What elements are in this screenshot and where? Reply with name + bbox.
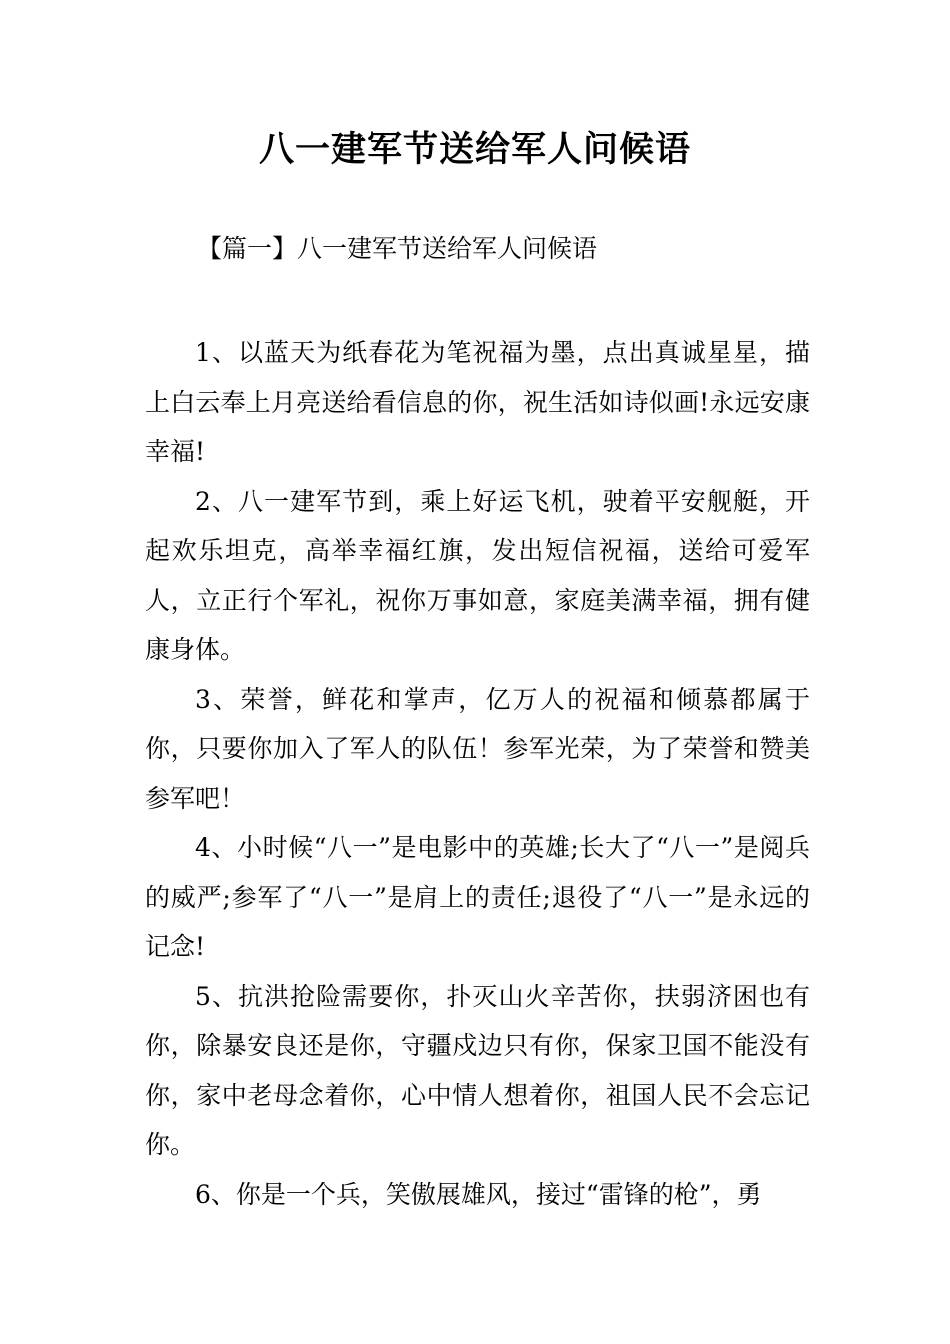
paragraph-3: 3、荣誉，鲜花和掌声，亿万人的祝福和倾慕都属于你，只要你加入了军人的队伍！参军光荣，为了荣誉和赞美参军吧！ [145,684,810,813]
section-heading: 【篇一】八一建军节送给军人问候语 [197,234,598,263]
document-body [145,328,810,1219]
paragraph-4: 4、小时候“八一”是电影中的英雄;长大了“八一”是阅兵的威严;参军了“八一”是肩上的责任;退役了“八一”是永远的记念! [145,833,810,961]
paragraph-1: 1、以蓝天为纸春花为笔祝福为墨，点出真诚星星，描上白云奉上月亮送给看信息的你，祝生活如诗似画!永远安康幸福! [145,338,810,466]
paragraph-5: 5、抗洪抢险需要你，扑灭山火辛苦你，扶弱济困也有你，除暴安良还是你，守疆戍边只有你，保家卫国不能没有你，家中老母念着你，心中情人想着你，祖国人民不会忘记你。 [145,981,810,1159]
paragraph-6: 6、你是一个兵，笑傲展雄风，接过“雷锋的枪”，勇 [195,1179,762,1209]
document-title: 八一建军节送给军人问候语 [258,129,691,170]
paragraph-2: 2、八一建军节到，乘上好运飞机，驶着平安舰艇，开起欢乐坦克，高举幸福红旗，发出短信祝福，送给可爱军人，立正行个军礼，祝你万事如意，家庭美满幸福，拥有健康身体。 [145,486,810,664]
